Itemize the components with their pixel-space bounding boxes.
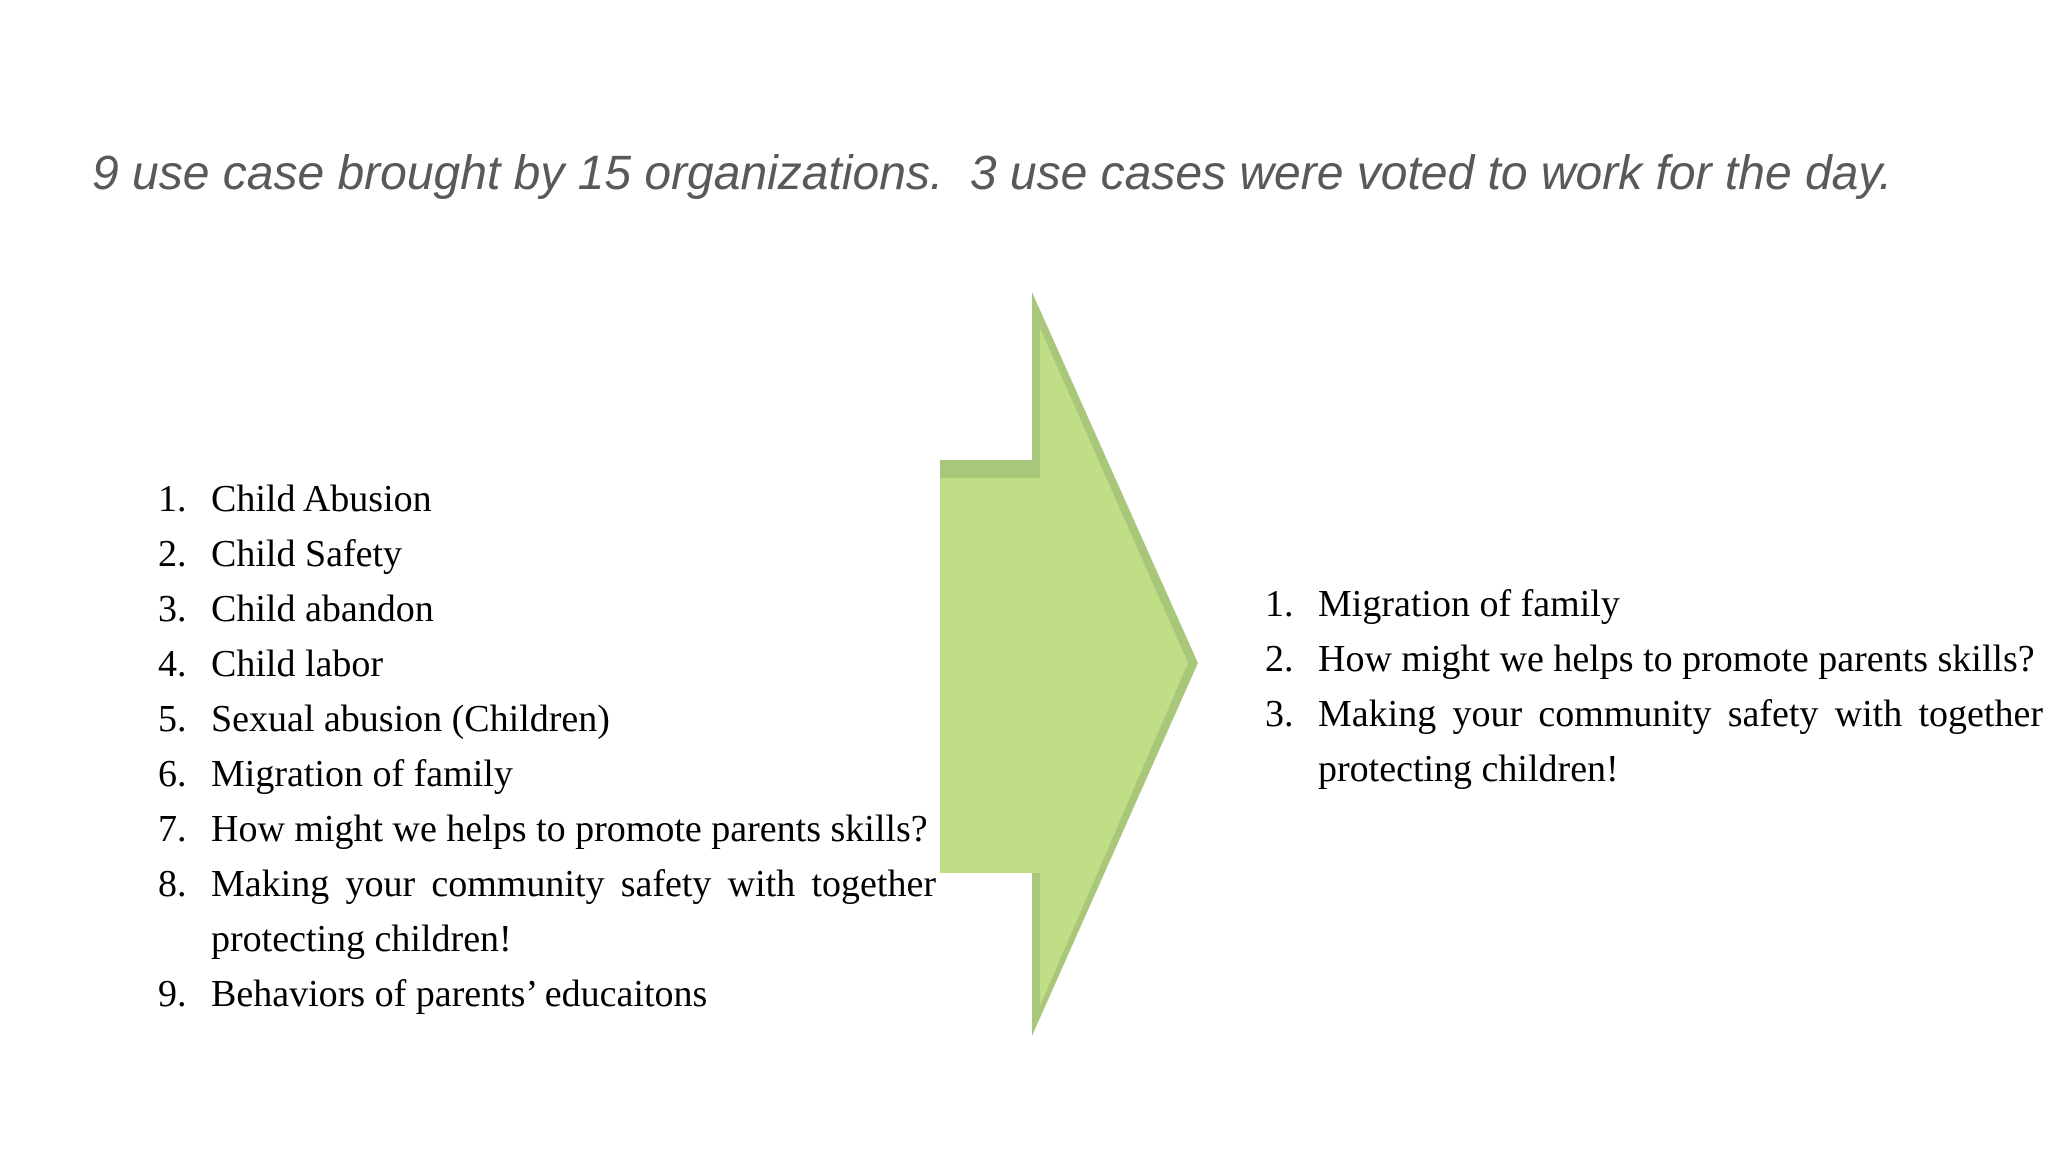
list-item-number: 5. — [158, 698, 187, 740]
list-item-number: 3. — [158, 588, 187, 630]
list-item — [158, 857, 936, 967]
list-item-number: 1. — [1265, 583, 1294, 625]
list-item-number: 6. — [158, 753, 187, 795]
list-item-label: Sexual abusion (Children) — [211, 698, 610, 740]
list-item-label: Behaviors of parents’ educaitons — [211, 973, 708, 1015]
arrow-body — [940, 328, 1188, 1006]
list-item-label: Child Safety — [211, 533, 403, 575]
list-item — [158, 692, 936, 747]
list-item — [1265, 577, 2043, 632]
list-item-label: Migration of family — [211, 753, 513, 795]
list-item-label: Migration of family — [1318, 583, 1620, 625]
list-item-number: 4. — [158, 643, 187, 685]
list-item-label: Making your community safety with together protecting children! — [1318, 693, 2043, 790]
list-item-number: 2. — [1265, 638, 1294, 680]
list-item — [158, 967, 936, 1022]
list-item-label: Making your community safety with together protecting children! — [211, 863, 936, 960]
list-item-label: How might we helps to promote parents skills? — [211, 808, 928, 850]
list-item — [1265, 687, 2043, 797]
list-item-label: Child labor — [211, 643, 384, 685]
list-item — [158, 472, 936, 527]
list-item-number: 8. — [158, 863, 187, 905]
list-item — [1265, 632, 2043, 687]
selected-use-cases-list — [1265, 577, 2043, 797]
list-item-number: 3. — [1265, 693, 1294, 735]
list-item — [158, 747, 936, 802]
list-item-label: Child abandon — [211, 588, 434, 630]
list-item-number: 7. — [158, 808, 187, 850]
list-item-label: How might we helps to promote parents skills? — [1318, 638, 2035, 680]
list-item-label: Child Abusion — [211, 478, 432, 520]
slide-title: 9 use case brought by 15 organizations. 3 use cases were voted to work for the day. — [92, 147, 1893, 200]
right-arrow-icon — [940, 288, 1205, 1048]
list-item-number: 1. — [158, 478, 187, 520]
all-use-cases-list — [158, 472, 936, 1022]
list-item — [158, 527, 936, 582]
list-item — [158, 582, 936, 637]
list-item-number: 2. — [158, 533, 187, 575]
list-item — [158, 637, 936, 692]
list-item — [158, 802, 936, 857]
list-item-number: 9. — [158, 973, 187, 1015]
